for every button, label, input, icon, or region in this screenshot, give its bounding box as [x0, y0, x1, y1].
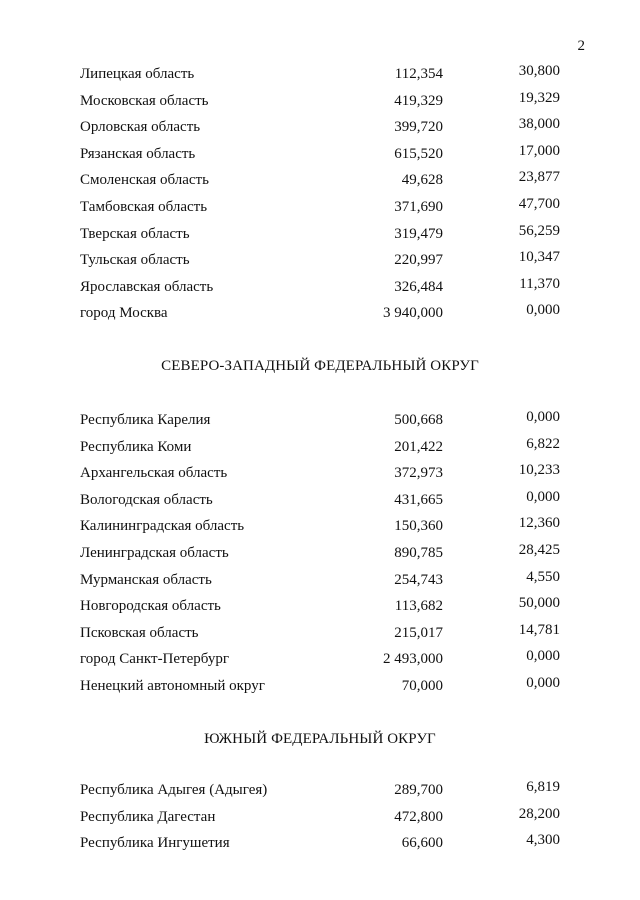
table-row	[0, 221, 640, 248]
value-1: 112,354	[394, 66, 443, 82]
value-1: 66,600	[401, 835, 443, 852]
table-row	[0, 88, 640, 115]
region-name: Архангельская область	[80, 465, 228, 482]
section-heading-northwest: СЕВЕРО-ЗАПАДНЫЙ ФЕДЕРАЛЬНЫЙ ОКРУГ	[161, 358, 479, 374]
value-1: 150,360	[394, 518, 443, 535]
region-name: Новгородская область	[80, 598, 221, 615]
value-1: 70,000	[401, 677, 443, 694]
table-row	[0, 673, 640, 700]
value-2: 14,781	[518, 621, 560, 638]
region-name: Вологодская область	[80, 491, 213, 508]
value-2: 38,000	[518, 116, 560, 133]
value-2: 4,300	[526, 832, 560, 849]
table-row	[0, 804, 640, 831]
table-row	[0, 434, 640, 461]
table-row	[0, 620, 640, 647]
region-name: Республика Ингушетия	[80, 835, 230, 852]
value-2: 28,425	[518, 541, 560, 558]
value-1: 319,479	[394, 225, 443, 242]
table-row	[0, 194, 640, 221]
value-2: 50,000	[518, 595, 560, 612]
section-northwest	[0, 407, 640, 700]
value-1: 254,743	[394, 571, 443, 588]
region-name: город Санкт-Петербург	[80, 651, 229, 668]
table-row	[0, 247, 640, 274]
region-name: Республика Карелия	[80, 412, 211, 428]
value-1: 419,329	[394, 92, 443, 109]
value-2: 11,370	[519, 275, 560, 292]
value-2: 28,200	[518, 805, 560, 822]
region-name: Тамбовская область	[80, 198, 208, 215]
table-row	[0, 646, 640, 673]
region-name: Смоленская область	[80, 172, 209, 189]
value-1: 2 493,000	[383, 651, 443, 668]
region-name: Тульская область	[80, 252, 190, 269]
value-2: 12,360	[518, 515, 560, 532]
region-name: Республика Дагестан	[80, 808, 216, 825]
region-name: город Москва	[80, 305, 168, 322]
table-row	[0, 141, 640, 168]
region-name: Республика Коми	[80, 438, 192, 455]
region-name: Калининградская область	[80, 518, 245, 535]
region-name: Московская область	[80, 92, 209, 109]
value-2: 4,550	[526, 568, 560, 585]
table-row	[0, 61, 640, 88]
table-row	[0, 407, 640, 434]
table-row	[0, 487, 640, 514]
region-name: Псковская область	[80, 624, 199, 641]
value-1: 431,665	[394, 491, 443, 508]
value-2: 19,329	[518, 89, 560, 106]
value-1: 890,785	[394, 544, 443, 561]
table-row	[0, 300, 640, 327]
region-name: Липецкая область	[80, 66, 195, 82]
value-2: 47,700	[518, 195, 560, 212]
section-south	[0, 777, 640, 857]
value-2: 17,000	[518, 142, 560, 159]
value-2: 0,000	[526, 409, 560, 425]
value-1: 220,997	[394, 252, 443, 269]
value-2: 0,000	[526, 302, 560, 319]
value-1: 3 940,000	[383, 305, 443, 322]
value-2: 6,819	[526, 779, 560, 795]
value-1: 49,628	[401, 172, 443, 189]
value-1: 289,700	[394, 782, 443, 798]
value-1: 113,682	[394, 598, 443, 615]
region-name: Ненецкий автономный округ	[80, 677, 265, 694]
value-1: 326,484	[394, 278, 443, 295]
value-2: 23,877	[518, 169, 560, 186]
region-name: Рязанская область	[80, 145, 196, 162]
table-row	[0, 593, 640, 620]
region-name: Ленинградская область	[80, 544, 229, 561]
value-1: 215,017	[394, 624, 443, 641]
table-row	[0, 513, 640, 540]
region-name: Мурманская область	[80, 571, 212, 588]
value-1: 399,720	[394, 119, 443, 136]
table-row	[0, 777, 640, 804]
table-row	[0, 540, 640, 567]
table-row	[0, 830, 640, 857]
value-2: 10,347	[518, 249, 560, 266]
region-name: Тверская область	[80, 225, 190, 242]
page-number: 2	[577, 38, 585, 54]
value-1: 472,800	[394, 808, 443, 825]
region-name: Республика Адыгея (Адыгея)	[80, 782, 268, 798]
value-2: 0,000	[526, 674, 560, 691]
value-1: 372,973	[394, 465, 443, 482]
value-2: 30,800	[518, 63, 560, 79]
table-row	[0, 460, 640, 487]
table-row	[0, 567, 640, 594]
value-1: 615,520	[394, 145, 443, 162]
section-central	[0, 61, 640, 327]
region-name: Ярославская область	[80, 278, 214, 295]
value-1: 201,422	[394, 438, 443, 455]
value-2: 0,000	[526, 488, 560, 505]
value-2: 56,259	[518, 222, 560, 239]
table-row	[0, 274, 640, 301]
value-1: 500,668	[394, 412, 443, 428]
value-2: 10,233	[518, 462, 560, 479]
value-2: 0,000	[526, 648, 560, 665]
table-row	[0, 114, 640, 141]
region-name: Орловская область	[80, 119, 201, 136]
table-row	[0, 167, 640, 194]
value-2: 6,822	[526, 435, 560, 452]
section-heading-south: ЮЖНЫЙ ФЕДЕРАЛЬНЫЙ ОКРУГ	[204, 731, 436, 747]
value-1: 371,690	[394, 198, 443, 215]
